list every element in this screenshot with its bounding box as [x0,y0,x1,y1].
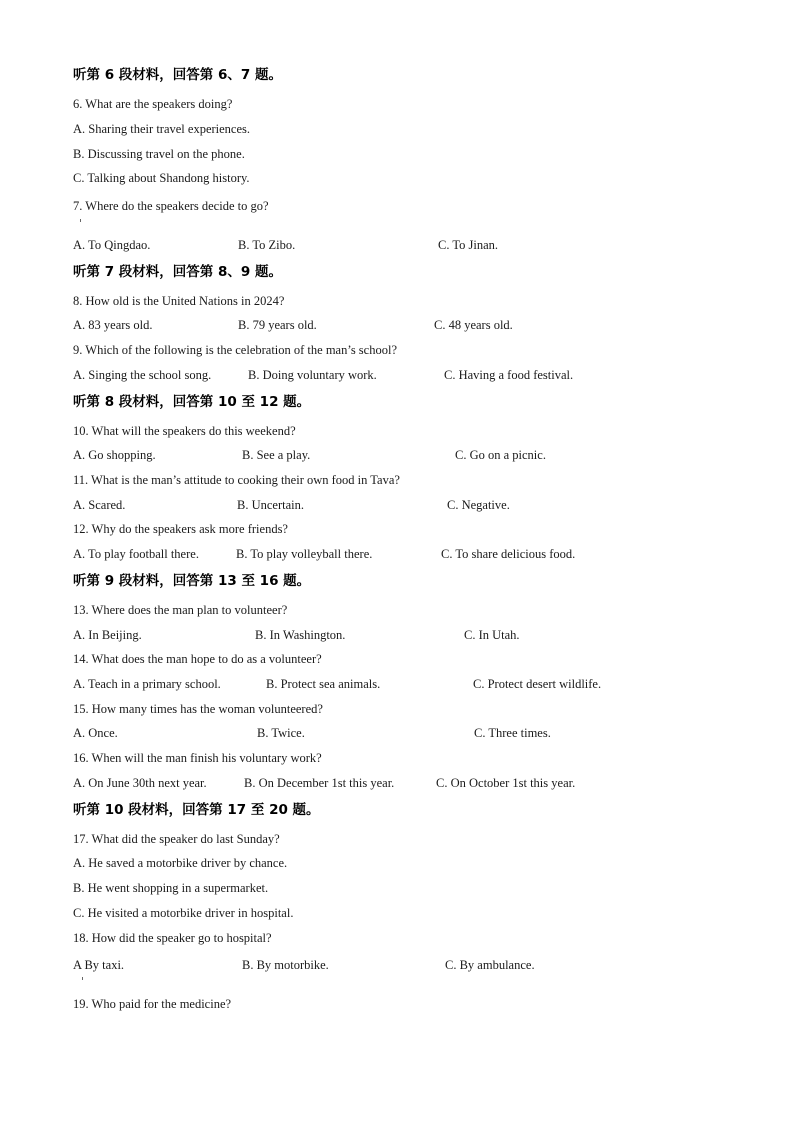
option-c: C. On October 1st this year. [436,776,576,790]
question-stem: 9. Which of the following is the celebration of the man’s school? [73,343,397,357]
anchor-mark [80,219,81,222]
option-c: C. Protect desert wildlife. [473,677,602,691]
option-a: A. Scared. [73,498,126,512]
question-stem: 7. Where do the speakers decide to go? [73,199,269,213]
option-a: A. In Beijing. [73,628,142,642]
question-stem: 12. Why do the speakers ask more friends? [73,522,288,536]
option-c: C. He visited a motorbike driver in hospital. [73,906,294,920]
question-stem: 11. What is the man’s attitude to cooking their own food in Tava? [73,473,400,487]
option-b: B. To play volleyball there. [236,547,373,561]
section-heading: 听第 7 段材料，回答第 8、9 题。 [73,264,282,280]
question-stem: 15. How many times has the woman volunteered? [73,702,323,716]
option-b: B. See a play. [242,448,311,462]
option-a: A. Go shopping. [73,448,156,462]
option-b: B. Protect sea animals. [266,677,381,691]
question-stem: 13. Where does the man plan to volunteer? [73,603,288,617]
question-stem: 10. What will the speakers do this weekend? [73,424,296,438]
option-a: A. 83 years old. [73,318,153,332]
question-stem: 16. When will the man finish his voluntary work? [73,751,322,765]
option-a: A. To Qingdao. [73,238,151,252]
question-stem: 6. What are the speakers doing? [73,97,233,111]
option-b: B. He went shopping in a supermarket. [73,881,269,895]
option-c: C. Talking about Shandong history. [73,171,250,185]
option-a: A. On June 30th next year. [73,776,207,790]
option-b: B. Discussing travel on the phone. [73,147,245,161]
section-heading: 听第 8 段材料，回答第 10 至 12 题。 [73,394,311,410]
option-c: C. In Utah. [464,628,520,642]
option-b: B. On December 1st this year. [244,776,395,790]
option-c: C. 48 years old. [434,318,513,332]
option-b: B. Uncertain. [237,498,304,512]
question-stem: 19. Who paid for the medicine? [73,997,232,1011]
section-heading: 听第 9 段材料，回答第 13 至 16 题。 [73,573,311,589]
question-stem: 18. How did the speaker go to hospital? [73,931,272,945]
option-a: A. Teach in a primary school. [73,677,221,691]
section-heading: 听第 10 段材料，回答第 17 至 20 题。 [73,802,320,818]
option-b: B. To Zibo. [238,238,296,252]
option-a: A. Sharing their travel experiences. [73,122,251,136]
option-c: C. Go on a picnic. [455,448,546,462]
question-stem: 8. How old is the United Nations in 2024? [73,294,285,308]
option-b: B. Twice. [257,726,305,740]
option-a: A. Once. [73,726,118,740]
option-a: A. To play football there. [73,547,199,561]
question-stem: 17. What did the speaker do last Sunday? [73,832,280,846]
option-a: A. He saved a motorbike driver by chance. [73,856,288,870]
option-a: A By taxi. [73,958,125,972]
anchor-mark [82,977,83,980]
option-c: C. By ambulance. [445,958,535,972]
option-b: B. 79 years old. [238,318,317,332]
question-stem: 14. What does the man hope to do as a volunteer? [73,652,322,666]
option-c: C. To Jinan. [438,238,499,252]
option-b: B. By motorbike. [242,958,329,972]
option-b: B. In Washington. [255,628,346,642]
option-b: B. Doing voluntary work. [248,368,377,382]
option-c: C. To share delicious food. [441,547,576,561]
option-c: C. Having a food festival. [444,368,574,382]
option-c: C. Negative. [447,498,510,512]
option-c: C. Three times. [474,726,551,740]
section-heading: 听第 6 段材料，回答第 6、7 题。 [73,67,282,83]
option-a: A. Singing the school song. [73,368,212,382]
